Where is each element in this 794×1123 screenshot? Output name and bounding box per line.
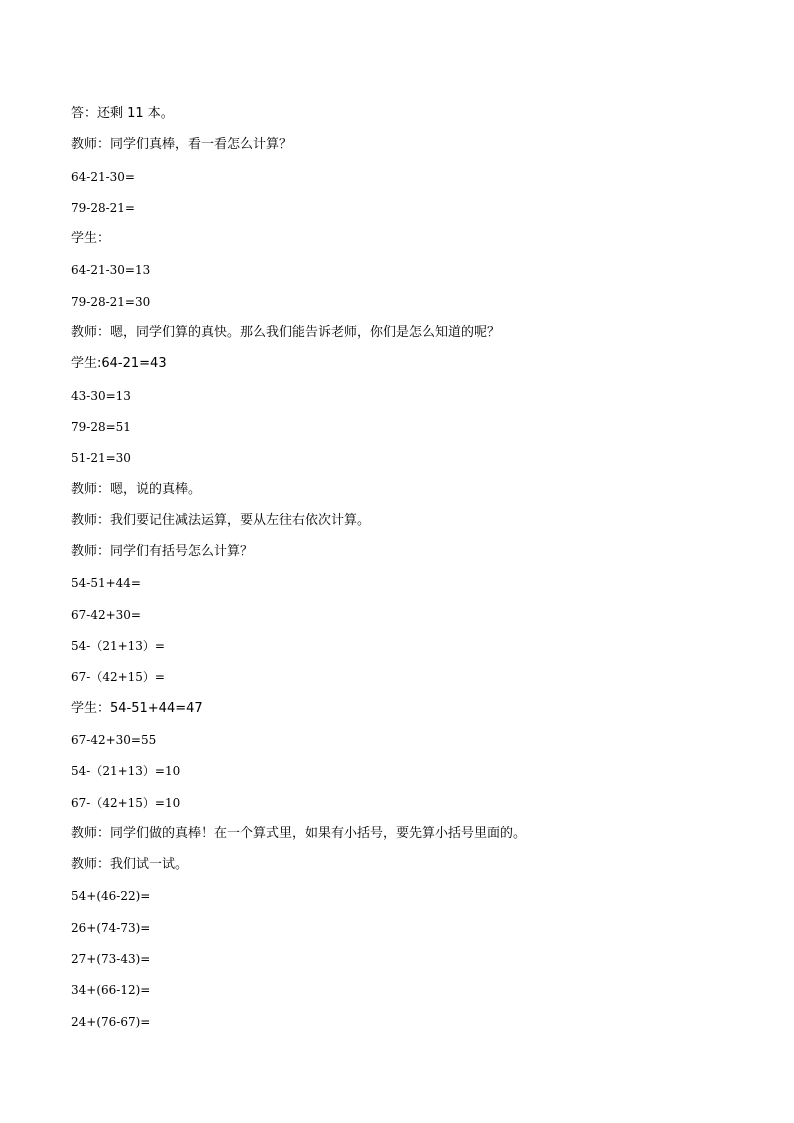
teacher-line: 教师：我们试一试。 (71, 857, 189, 873)
equation-line: 54-51+44= (71, 576, 141, 591)
teacher-line: 教师：嗯，说的真棒。 (71, 481, 202, 497)
equation-line: 79-28-21= (71, 200, 135, 215)
equation-line: 43-30=13 (71, 388, 131, 403)
teacher-line: 教师：同学们有括号怎么计算？ (71, 544, 254, 560)
equation-line: 67-42+30= (71, 607, 141, 622)
equation-line: 54-（21+13）=10 (71, 764, 181, 779)
answer-line: 答：还剩 11 本。 (71, 106, 174, 121)
equation-line: 67-42+30=55 (71, 732, 157, 747)
equation-line: 54+(46-22)= (71, 889, 151, 904)
teacher-line: 教师：我们要记住减法运算，要从左往右依次计算。 (71, 512, 371, 528)
equation-line: 51-21=30 (71, 451, 131, 466)
equation-line: 34+(66-12)= (71, 983, 151, 998)
equation-line: 79-28-21=30 (71, 294, 151, 309)
teacher-line: 教师：同学们真棒，看一看怎么计算？ (71, 137, 293, 153)
equation-line: 54-（21+13）= (71, 639, 165, 654)
student-line: 学生:64-21=43 (71, 356, 167, 372)
equation-line: 64-21-30=13 (71, 263, 151, 278)
equation-line: 67-（42+15）=10 (71, 795, 181, 810)
equation-line: 67-（42+15）= (71, 670, 165, 685)
equation-line: 24+(76-67)= (71, 1014, 151, 1029)
teacher-line: 教师：同学们做的真棒！在一个算式里，如果有小括号，要先算小括号里面的。 (71, 825, 527, 841)
equation-line: 27+(73-43)= (71, 952, 151, 967)
student-line: 学生： (71, 231, 111, 247)
student-line: 学生：54-51+44=47 (71, 700, 203, 716)
equation-line: 64-21-30= (71, 169, 135, 184)
document-body (71, 104, 731, 1043)
teacher-line: 教师：嗯，同学们算的真快。那么我们能告诉老师，你们是怎么知道的呢？ (71, 325, 501, 341)
equation-line: 26+(74-73)= (71, 920, 151, 935)
equation-line: 79-28=51 (71, 419, 131, 434)
